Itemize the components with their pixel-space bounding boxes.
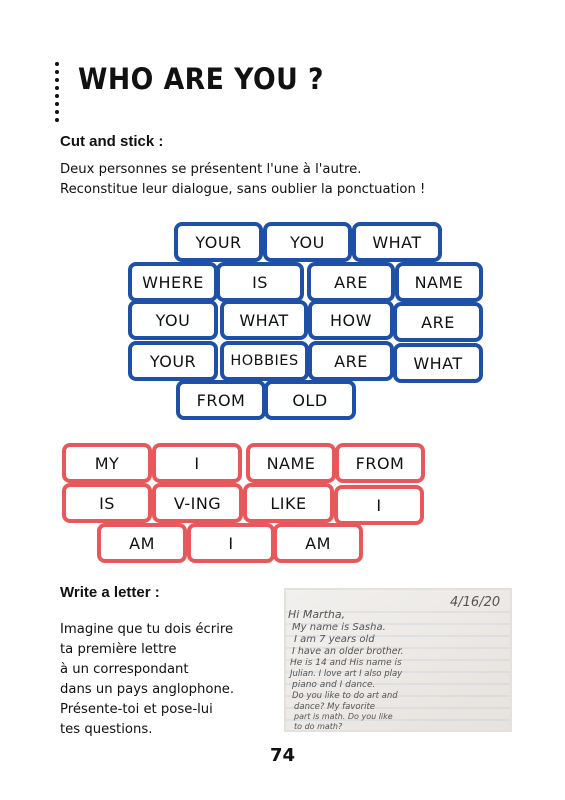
word-tile-blue[interactable]: OLD	[264, 380, 356, 420]
word-tile-red[interactable]: I	[152, 443, 242, 483]
word-tile-red[interactable]: V-ING	[152, 483, 243, 523]
letter-date: 4/16/20	[450, 595, 501, 610]
instruction-line: Présente-toi et pose-lui	[60, 702, 213, 717]
letter-line: I am 7 years old	[294, 634, 375, 645]
word-tile-red[interactable]: MY	[62, 443, 152, 483]
cut-and-stick-instructions	[60, 160, 425, 200]
word-tile-red[interactable]: NAME	[246, 443, 336, 483]
instruction-line: tes questions.	[60, 722, 153, 737]
instruction-line: dans un pays anglophone.	[60, 682, 235, 697]
word-tile-blue[interactable]: YOU	[263, 222, 352, 262]
instruction-line: à un correspondant	[60, 662, 189, 677]
word-tile-red[interactable]: I	[334, 485, 424, 525]
word-tile-blue[interactable]: YOUR	[174, 222, 263, 262]
instruction-line: ta première lettre	[60, 642, 177, 657]
handwritten-letter-photo	[284, 588, 512, 732]
write-letter-instructions	[60, 620, 234, 740]
word-tile-blue[interactable]: HOBBIES	[220, 341, 309, 381]
word-tile-blue[interactable]: WHERE	[128, 262, 218, 302]
word-tile-red[interactable]: AM	[273, 523, 363, 563]
write-letter-heading: Write a letter :	[60, 584, 160, 601]
word-tile-blue[interactable]: YOU	[128, 300, 218, 340]
word-tile-red[interactable]: FROM	[335, 443, 425, 483]
letter-line: to do math?	[294, 722, 343, 731]
letter-line: dance? My favorite	[294, 702, 376, 712]
instruction-line: Imagine que tu dois écrire	[60, 622, 234, 637]
word-tile-red[interactable]: I	[187, 523, 275, 563]
instruction-line: Reconstitue leur dialogue, sans oublier la ponctuation !	[60, 182, 426, 197]
cut-and-stick-heading: Cut and stick :	[60, 133, 164, 150]
letter-line: My name is Sasha.	[292, 622, 386, 633]
letter-line: piano and I dance.	[292, 680, 376, 690]
word-tile-blue[interactable]: WHAT	[352, 222, 442, 262]
word-tile-blue[interactable]: ARE	[308, 341, 394, 381]
letter-line: Julian. I love art I also play	[290, 669, 403, 679]
word-tile-blue[interactable]: ARE	[307, 262, 395, 302]
word-tile-blue[interactable]: WHAT	[220, 300, 308, 340]
word-tile-red[interactable]: AM	[97, 523, 187, 563]
title-dots-decoration	[55, 62, 61, 126]
letter-line: He is 14 and His name is	[290, 658, 402, 668]
word-tile-blue[interactable]: YOUR	[128, 341, 218, 381]
page-title: WHO ARE YOU ?	[78, 62, 324, 96]
letter-line: Hi Martha,	[288, 608, 346, 621]
word-tile-blue[interactable]: FROM	[176, 380, 266, 420]
word-tile-blue[interactable]: WHAT	[393, 343, 483, 383]
word-tile-blue[interactable]: HOW	[308, 300, 394, 340]
word-tile-red[interactable]: LIKE	[243, 483, 334, 523]
letter-line: Do you like to do art and	[292, 691, 398, 701]
instruction-line: Deux personnes se présentent l'une à l'autre.	[60, 162, 362, 177]
letter-line: part is math. Do you like	[294, 712, 393, 721]
word-tile-blue[interactable]: ARE	[393, 302, 483, 342]
page-number: 74	[269, 745, 296, 766]
word-tile-red[interactable]: IS	[62, 483, 152, 523]
word-tile-blue[interactable]: NAME	[395, 262, 483, 302]
letter-line: I have an older brother.	[292, 646, 404, 657]
word-tile-blue[interactable]: IS	[216, 262, 304, 302]
